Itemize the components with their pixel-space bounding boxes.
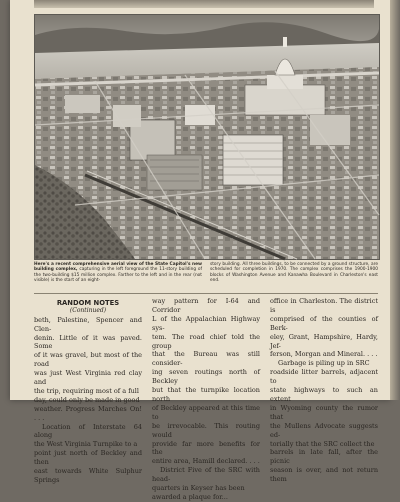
- text-line: that the Bureau was still consider-: [152, 350, 260, 368]
- text-line: barrels in late fall, after the picnic: [270, 448, 378, 466]
- text-line: way pattern for I-64 and Corridor: [152, 297, 260, 314]
- text-line: provide far more benefits for the: [152, 439, 260, 457]
- section-heading: RANDOM NOTES: [56, 299, 120, 307]
- page-edge-shadow: [390, 0, 400, 400]
- text-line: Location of Interstate 64 along: [34, 422, 142, 440]
- text-line: was just West Virginia red clay and: [34, 369, 142, 387]
- magazine-page: [10, 0, 390, 501]
- caption-column-right: story building. All three buildings, to be connected by a ground structure, are scheduled for completion in 1970. The complex comprises the 1900-1900 blocks of Washington Avenue and Kanawha Boulevard in Charleston's east end.: [210, 262, 378, 284]
- text-line: denin. Little of it was paved. Some: [34, 333, 142, 351]
- text-line: L of the Appalachian Highway sys-: [152, 314, 260, 332]
- article-column-2: [152, 297, 260, 501]
- text-line: of Beckley appeared at this time to: [152, 403, 260, 421]
- text-line: District Five of the SRC with head-: [152, 466, 260, 484]
- section-subheading: (Continued): [69, 307, 107, 315]
- text-line: season is over, and not return them: [270, 466, 378, 484]
- text-line: roadside litter barrels, adjacent to: [270, 368, 378, 386]
- caption-column-left: [34, 262, 202, 284]
- text-line: state highways to such an extent: [270, 386, 378, 403]
- text-line: awarded a plaque for...: [152, 492, 228, 501]
- text-line: the West Virginia Turnpike to a: [34, 440, 138, 449]
- article-column-1: [34, 297, 142, 485]
- text-line: in Wyoming county the rumor that: [270, 403, 378, 421]
- text-line: ferson, Morgan and Mineral. . . .: [270, 350, 378, 359]
- text-line: comprised of the counties of Berk-: [270, 314, 378, 332]
- text-line: tem. The road chief told the group: [152, 332, 260, 350]
- text-line: torially that the SRC collect the: [270, 439, 375, 448]
- text-line: office in Charleston. The district is: [270, 297, 378, 314]
- text-line: quarters in Keyser has been: [152, 484, 245, 493]
- text-line: east towards White Sulphur Springs: [34, 467, 142, 485]
- text-line: the trip, requiring most of a full: [34, 386, 139, 395]
- article-body: [34, 297, 378, 501]
- photo-caption: [34, 262, 378, 284]
- aerial-photo-illustration: [35, 15, 379, 259]
- text-line: Garbage is piling up in SRC: [278, 359, 370, 368]
- text-line: ing seven routings north of Beckley: [152, 368, 260, 386]
- text-line: of it was gravel, but most of the road: [34, 351, 142, 369]
- text-line: the Mullens Advocate suggests ed-: [270, 421, 378, 439]
- text-line: point just north of Beckley and then: [34, 449, 142, 467]
- caption-text-left: capturing in the left foreground the 11-story building of the two-building $15 million complex. Farther to the left and in the rear (not visible) is the start of an eight-: [34, 267, 203, 284]
- text-line: but that the turnpike location north: [152, 386, 260, 403]
- caption-lead: Here's a recent comprehensive aerial view of the State Capitol's new building complex,: [34, 262, 202, 273]
- aerial-photo-capitol-complex: [34, 14, 380, 260]
- text-line: be irrevocable. This routing would: [152, 421, 260, 439]
- text-line: entire area, Hamill declared. . . .: [152, 457, 260, 466]
- text-line: day, could only be made in good: [34, 395, 140, 404]
- top-header-strip: [34, 0, 374, 8]
- text-line: eley, Grant, Hampshire, Hardy, Jef-: [270, 332, 378, 350]
- text-line: weather. Progress Marches On! . . .: [34, 404, 142, 422]
- article-column-3: [270, 297, 378, 484]
- text-line: beth, Palestine, Spencer and Clen-: [34, 315, 142, 333]
- caption-divider: [34, 293, 378, 294]
